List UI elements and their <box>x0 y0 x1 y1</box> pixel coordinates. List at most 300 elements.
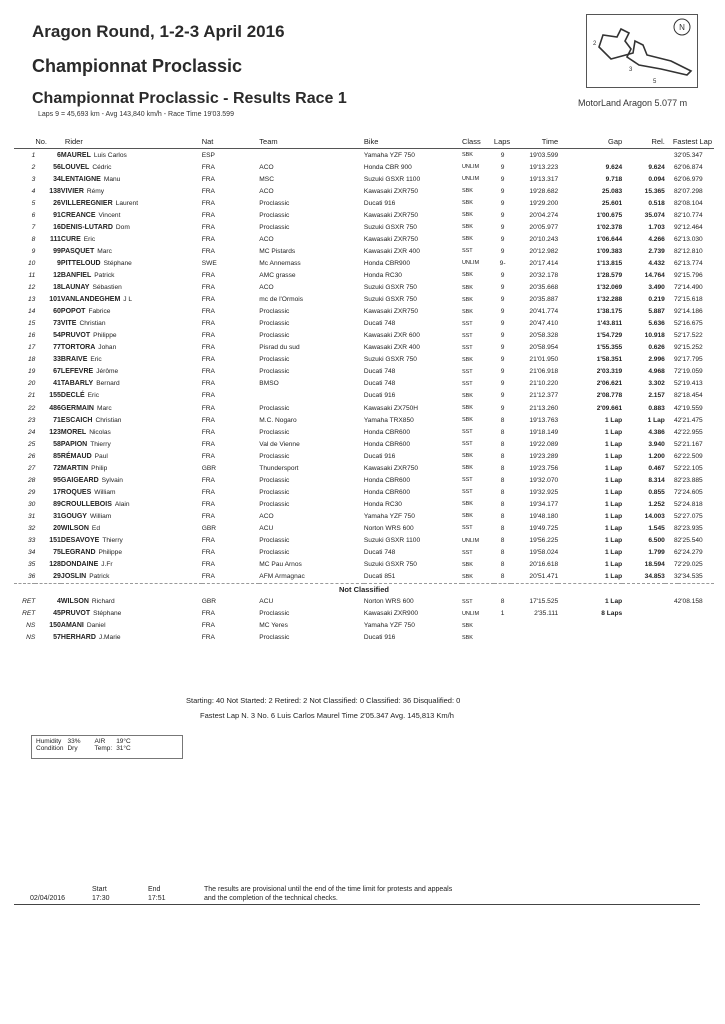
rider-number: 71 <box>53 416 61 424</box>
rider-team: Proclassic <box>259 452 290 460</box>
rider-class: SST <box>461 477 473 484</box>
rider-firstname: William <box>94 488 116 496</box>
fastest-lap-number: 6 <box>673 452 678 460</box>
rider-name <box>61 559 202 571</box>
rider-nationality: GBR <box>201 524 216 532</box>
rider-nationality: FRA <box>201 392 215 400</box>
gap-to-previous <box>622 608 665 620</box>
table-row <box>14 414 714 426</box>
table-row <box>14 161 714 173</box>
result-position: 11 <box>28 271 36 279</box>
rider-bike: Honda CBR600 <box>363 440 410 448</box>
rider-bike: Suzuki GSXR 1100 <box>363 175 421 183</box>
fastest-lap-time: 2'25.540 <box>677 537 703 545</box>
rider-class: UNLIM <box>461 176 480 183</box>
fastest-lap-number: 9 <box>673 356 678 364</box>
race-time: 19'34.177 <box>529 500 559 508</box>
gap-to-leader: 1 Lap <box>604 573 623 581</box>
rider-class: SBK <box>461 272 473 279</box>
gap-to-leader: 1'00.675 <box>596 211 623 219</box>
race-time: 20'35.668 <box>529 284 559 292</box>
rider-team: Proclassic <box>259 634 290 642</box>
race-time: 21'12.377 <box>529 392 559 400</box>
rider-number: 138 <box>49 187 61 195</box>
rider-surname: BANFIEL <box>60 271 92 279</box>
fastest-lap-time: 2'14.186 <box>677 308 703 316</box>
result-position: 28 <box>27 476 36 484</box>
rider-surname: HERHARD <box>60 634 96 642</box>
rider-surname: TABARLY <box>60 380 94 388</box>
result-position: 15 <box>27 320 36 328</box>
col-bike: Bike <box>364 134 462 149</box>
rider-surname: LEFEVRE <box>60 368 94 376</box>
fastest-lap-time: 2'10.774 <box>677 211 703 219</box>
rider-name <box>61 318 202 330</box>
rider-bike: Suzuki GSXR 750 <box>363 356 417 364</box>
rider-number: 31 <box>53 512 61 520</box>
gap-to-previous: 1.703 <box>648 223 665 231</box>
rider-surname: CROULLEBOIS <box>60 500 112 508</box>
rider-firstname: Nicolas <box>89 428 111 436</box>
fastest-lap-number: 7 <box>673 296 678 304</box>
gap-to-previous: 2.996 <box>648 356 665 364</box>
rider-nationality: GBR <box>201 598 216 606</box>
rider-number: 16 <box>53 223 61 231</box>
rider-bike: Kawasaki ZXR750 <box>363 464 419 472</box>
rider-team: Proclassic <box>259 610 290 618</box>
rider-name <box>61 257 202 269</box>
rider-bike: Ducati 916 <box>363 199 396 207</box>
rider-name <box>61 306 202 318</box>
rider-laps: 9- <box>499 259 506 267</box>
rider-number: 150 <box>49 622 61 630</box>
rider-bike: Honda CBR900 <box>363 259 410 267</box>
rider-number: 45 <box>53 610 61 618</box>
gap-to-previous: 8.314 <box>648 476 665 484</box>
rider-nationality: FRA <box>201 634 215 642</box>
rider-surname: LEGRAND <box>60 549 96 557</box>
rider-nationality: FRA <box>201 537 215 545</box>
rider-laps: 9 <box>500 320 505 328</box>
gap-to-leader: 1'02.378 <box>596 223 623 231</box>
air-value: 19°C <box>116 738 131 745</box>
rider-number: 33 <box>53 356 61 364</box>
rider-laps: 8 <box>500 549 505 557</box>
gap-to-previous <box>622 596 665 608</box>
rider-surname: LENTAIGNE <box>60 175 101 183</box>
rider-surname: PITTELOUD <box>60 259 101 267</box>
col-gap: Gap <box>558 134 622 149</box>
table-row <box>14 354 714 366</box>
rider-number: 72 <box>53 464 61 472</box>
gap-to-previous: 14.764 <box>644 271 665 279</box>
fastest-lap-time: 2'16.675 <box>677 320 703 328</box>
rider-team: BMSO <box>259 380 279 388</box>
rider-laps <box>494 620 511 632</box>
gap-to-previous: 1.545 <box>648 524 665 532</box>
rider-bike: Ducati 916 <box>363 392 396 400</box>
rider-name <box>61 378 202 390</box>
rider-nationality: ESP <box>201 151 215 159</box>
table-row <box>14 438 714 450</box>
rider-laps: 9 <box>500 296 505 304</box>
rider-firstname: Eric <box>83 235 96 243</box>
rider-bike: Kawasaki ZXR750 <box>363 308 419 316</box>
rider-surname: DONDAINE <box>60 561 99 569</box>
gap-to-leader: 25.601 <box>602 199 623 207</box>
rider-firstname: Cédric <box>92 163 112 171</box>
fastest-lap-time: 2'24.818 <box>677 500 703 508</box>
race-time: 19'23.756 <box>529 464 559 472</box>
fastest-lap-time: 2'15.252 <box>677 344 703 352</box>
gap-to-previous: 3.490 <box>648 284 665 292</box>
rider-laps: 9 <box>500 151 505 159</box>
gap-to-leader: 1'06.644 <box>596 235 623 243</box>
fastest-lap-time: 2'12.810 <box>677 247 703 255</box>
fastest-lap-time: 2'22.955 <box>677 428 703 436</box>
rider-firstname: Johan <box>98 344 117 352</box>
rider-surname: RÉMAUD <box>60 452 92 460</box>
rider-firstname: Marc <box>97 247 112 255</box>
rider-class: SST <box>461 320 473 327</box>
rider-nationality: FRA <box>201 284 215 292</box>
rider-firstname: Luis Carlos <box>93 151 127 159</box>
rider-name <box>61 149 202 162</box>
rider-class: SST <box>461 525 473 532</box>
table-row <box>14 535 714 547</box>
rider-laps: 9 <box>500 175 505 183</box>
gap-to-previous <box>622 149 665 162</box>
fastest-lap-number: 7 <box>673 561 678 569</box>
race-time: 20'47.410 <box>529 320 559 328</box>
rider-laps: 9 <box>500 356 505 364</box>
rider-number: 12 <box>53 271 61 279</box>
rider-team: ACO <box>259 163 274 171</box>
col-rel: Rel. <box>622 134 665 149</box>
rider-surname: PASQUET <box>60 247 95 255</box>
result-position: 26 <box>27 452 36 460</box>
rider-class: SBK <box>461 561 473 568</box>
rider-number: 101 <box>49 296 61 304</box>
fastest-lap-number: 8 <box>673 211 678 219</box>
venue-label: MotorLand Aragon 5.077 m <box>578 98 688 108</box>
rider-name <box>61 510 202 522</box>
provisional-note: The results are provisional until the end of the time limit for protests and appeals <box>204 886 453 893</box>
gap-to-previous: 3.302 <box>648 380 665 388</box>
rider-surname: TORTORA <box>60 344 96 352</box>
col-nat: Nat <box>202 134 260 149</box>
rider-firstname: Stéphane <box>103 259 132 267</box>
race-time: 17'15.525 <box>529 598 559 606</box>
rider-number: 89 <box>53 500 61 508</box>
rider-laps: 8 <box>500 524 505 532</box>
corner-label: 3 <box>629 67 633 73</box>
gap-to-leader: 1'38.175 <box>596 308 623 316</box>
gap-to-previous: 35.074 <box>644 211 665 219</box>
fastest-lap-time: 2'06.979 <box>677 175 703 183</box>
report-date: 02/04/2016 <box>30 895 66 902</box>
rider-firstname: Ed <box>91 524 100 532</box>
fastest-lap-time: 2'18.454 <box>677 392 703 400</box>
rider-team: Proclassic <box>259 368 290 376</box>
rider-nationality: FRA <box>201 404 215 412</box>
fastest-lap-number: 5 <box>673 332 678 340</box>
gap-to-leader: 1'54.729 <box>596 332 623 340</box>
condition-label: Condition <box>36 745 64 752</box>
gap-to-leader: 1'43.811 <box>597 320 623 328</box>
rider-team: Proclassic <box>259 549 290 557</box>
race-time: 21'13.260 <box>529 404 559 412</box>
rider-firstname: Manu <box>103 175 121 183</box>
rider-surname: GAIGEARD <box>60 476 99 484</box>
result-position: NS <box>26 634 36 642</box>
rider-number: 56 <box>53 163 61 171</box>
rider-team: Proclassic <box>259 428 290 436</box>
gap-to-previous: 34.853 <box>644 573 665 581</box>
rider-name <box>61 282 202 294</box>
col-laps: Laps <box>494 134 511 149</box>
rider-team: Pisrad du sud <box>259 344 300 352</box>
rider-surname: LAUNAY <box>60 284 90 292</box>
result-position: 10 <box>27 259 36 267</box>
rider-number: 123 <box>49 428 61 436</box>
rider-number: 73 <box>53 320 61 328</box>
race-time: 21'10.220 <box>529 380 559 388</box>
rider-number: 57 <box>53 634 61 642</box>
air-label: AIR <box>94 738 106 745</box>
rider-laps: 9 <box>500 308 505 316</box>
gap-to-leader: 1 Lap <box>604 524 623 532</box>
race-time: 19'32.925 <box>529 488 559 496</box>
table-row <box>14 173 714 185</box>
fastest-lap-time: 2'17.795 <box>677 356 703 364</box>
table-row <box>14 197 714 209</box>
rider-laps: 8 <box>500 476 505 484</box>
rider-nationality: FRA <box>201 610 215 618</box>
rider-number: 34 <box>53 175 61 183</box>
rider-name <box>61 486 202 498</box>
race-time: 21'01.950 <box>529 356 559 364</box>
rider-bike: Suzuki GSXR 750 <box>363 561 417 569</box>
rider-team: Proclassic <box>259 332 290 340</box>
result-position: 8 <box>31 235 36 243</box>
fastest-lap-number: 5 <box>673 500 678 508</box>
result-position: 21 <box>27 392 36 400</box>
gap-to-leader: 2'09.661 <box>596 404 623 412</box>
rider-class: SBK <box>461 224 473 231</box>
fastest-lap-number: 7 <box>673 488 678 496</box>
rider-firstname: J L <box>123 296 133 304</box>
rider-nationality: FRA <box>201 187 215 195</box>
rider-nationality: FRA <box>201 296 215 304</box>
result-position: 31 <box>27 512 36 520</box>
rider-firstname: Fabrice <box>88 308 111 316</box>
rider-class: SBK <box>461 417 473 424</box>
rider-surname: PAPION <box>60 440 88 448</box>
rider-nationality: FRA <box>201 235 215 243</box>
fastest-lap-time: 2'13.774 <box>677 259 703 267</box>
rider-surname: DECLÉ <box>60 392 85 400</box>
table-row <box>14 608 714 620</box>
rider-class: SBK <box>461 188 473 195</box>
gap-to-leader: 1 Lap <box>604 512 623 520</box>
rider-firstname: William <box>89 512 112 520</box>
table-row <box>14 209 714 221</box>
rider-bike: Suzuki GSXR 750 <box>363 223 417 231</box>
fastest-lap-time: 2'24.605 <box>677 488 703 496</box>
gap-to-leader: 1 Lap <box>604 452 623 460</box>
rider-number: 4 <box>57 598 61 606</box>
rider-name <box>61 233 202 245</box>
corner-label: 5 <box>653 79 657 85</box>
rider-bike: Ducati 851 <box>363 573 396 581</box>
race-time: 19'58.024 <box>529 549 559 557</box>
race-time: 19'13.223 <box>529 163 559 171</box>
footer-divider <box>14 904 700 905</box>
fastest-lap-number <box>665 608 678 620</box>
rider-bike: Ducati 916 <box>363 634 396 642</box>
result-position: 27 <box>27 464 36 472</box>
rider-surname: GERMAIN <box>60 404 94 412</box>
race-time <box>511 632 558 644</box>
fastest-lap-time: 2'15.796 <box>677 271 703 279</box>
gap-to-previous: 4.968 <box>648 368 665 376</box>
not-classified-separator <box>14 583 714 596</box>
rider-team: M.C. Nogaro <box>259 416 297 424</box>
rider-nationality: FRA <box>201 512 215 520</box>
rider-bike: Norton WRS 600 <box>363 524 414 532</box>
rider-class: UNLIM <box>461 260 480 267</box>
table-row <box>14 318 714 330</box>
fastest-lap-number: 9 <box>673 344 678 352</box>
race-time: 19'22.089 <box>529 440 559 448</box>
fastest-lap-time: 2'21.167 <box>677 440 703 448</box>
rider-laps: 8 <box>500 598 505 606</box>
rider-bike: Kawasaki ZXR 400 <box>363 247 420 255</box>
rider-number: 58 <box>53 440 61 448</box>
table-row <box>14 571 714 584</box>
rider-number: 99 <box>53 247 61 255</box>
gap-to-previous: 4.432 <box>648 259 665 267</box>
race-time: 20'16.618 <box>529 561 559 569</box>
gap-to-leader <box>558 620 622 632</box>
rider-nationality: FRA <box>201 332 215 340</box>
race-time: 21'06.918 <box>529 368 559 376</box>
rider-number: 111 <box>50 235 61 243</box>
rider-bike: Kawasaki ZXR 600 <box>363 332 420 340</box>
table-row <box>14 450 714 462</box>
rider-nationality: FRA <box>201 476 215 484</box>
gap-to-previous: 5.636 <box>648 320 665 328</box>
condition-value: Dry <box>67 745 78 752</box>
rider-number: 29 <box>53 573 61 581</box>
rider-laps: 9 <box>500 392 505 400</box>
race-time: 19'56.225 <box>529 537 559 545</box>
fastest-lap-time <box>678 632 714 644</box>
fastest-lap-time: 2'19.413 <box>677 380 703 388</box>
rider-name <box>61 535 202 547</box>
track-map <box>586 14 698 88</box>
fastest-lap-number: 9 <box>673 271 678 279</box>
rider-name <box>61 450 202 462</box>
rider-firstname: Jérôme <box>96 368 119 376</box>
result-position: NS <box>26 622 36 630</box>
rider-name <box>61 547 202 559</box>
rider-name <box>61 330 202 342</box>
rider-firstname: Dom <box>115 223 130 231</box>
gap-to-previous: 9.624 <box>648 163 665 171</box>
fastest-lap-number: 6 <box>673 163 678 171</box>
rider-firstname: Christian <box>79 320 106 328</box>
rider-laps: 8 <box>500 452 505 460</box>
gap-to-previous: 4.386 <box>648 428 665 436</box>
fastest-lap-number: 8 <box>673 524 678 532</box>
gap-to-leader: 1 Lap <box>604 440 623 448</box>
rider-name <box>61 245 202 257</box>
rider-name <box>61 462 202 474</box>
fastest-lap-number: 8 <box>673 537 678 545</box>
rider-bike: Suzuki GSXR 750 <box>363 284 417 292</box>
fastest-lap-time: 2'12.464 <box>677 223 703 231</box>
fastest-lap-number: 5 <box>673 320 678 328</box>
page-title: Championnat Proclassic - Results Race 1 <box>32 90 347 107</box>
result-position: 25 <box>27 440 36 448</box>
rider-class: SBK <box>461 465 473 472</box>
table-row <box>14 245 714 257</box>
rider-laps: 9 <box>500 380 505 388</box>
race-time: 2'35.111 <box>534 610 559 618</box>
rider-laps: 9 <box>500 247 505 255</box>
rider-nationality: FRA <box>201 271 215 279</box>
rider-number: 9 <box>57 259 61 267</box>
table-row <box>14 378 714 390</box>
fastest-lap-number: 9 <box>673 223 678 231</box>
gap-to-leader: 1'13.815 <box>596 259 623 267</box>
rider-number: 85 <box>53 452 61 460</box>
rider-firstname: Christian <box>95 416 122 424</box>
gap-to-previous: 0.219 <box>648 296 665 304</box>
rider-name <box>61 414 202 426</box>
gap-to-leader: 1'58.351 <box>596 356 623 364</box>
fastest-lap-time: 2'13.030 <box>677 235 703 243</box>
rider-laps <box>494 632 511 644</box>
result-position: 32 <box>27 524 36 532</box>
rider-bike: Suzuki GSXR 1100 <box>363 537 421 545</box>
rider-class: SBK <box>461 513 473 520</box>
gap-to-leader: 2'08.778 <box>596 392 623 400</box>
rider-team: AFM Armagnac <box>259 573 305 581</box>
rider-laps: 9 <box>500 187 505 195</box>
result-position: 30 <box>27 500 36 508</box>
table-row <box>14 149 714 162</box>
rider-name <box>61 620 202 632</box>
rider-name <box>61 426 202 438</box>
rider-team: Val de Vienne <box>259 440 300 448</box>
rider-number: 95 <box>53 476 61 484</box>
circuit-map-icon <box>587 15 697 87</box>
rider-team: MSC <box>259 175 274 183</box>
rider-firstname: Thierry <box>90 440 111 448</box>
rider-bike: Honda RC30 <box>363 271 402 279</box>
gap-to-previous: 0.094 <box>648 175 665 183</box>
rider-name <box>61 197 202 209</box>
rider-team: Proclassic <box>259 356 290 364</box>
rider-number: 486 <box>49 404 61 412</box>
rider-name <box>61 209 202 221</box>
rider-class: SST <box>461 489 473 496</box>
table-row <box>14 342 714 354</box>
fastest-lap-number: 9 <box>673 308 678 316</box>
